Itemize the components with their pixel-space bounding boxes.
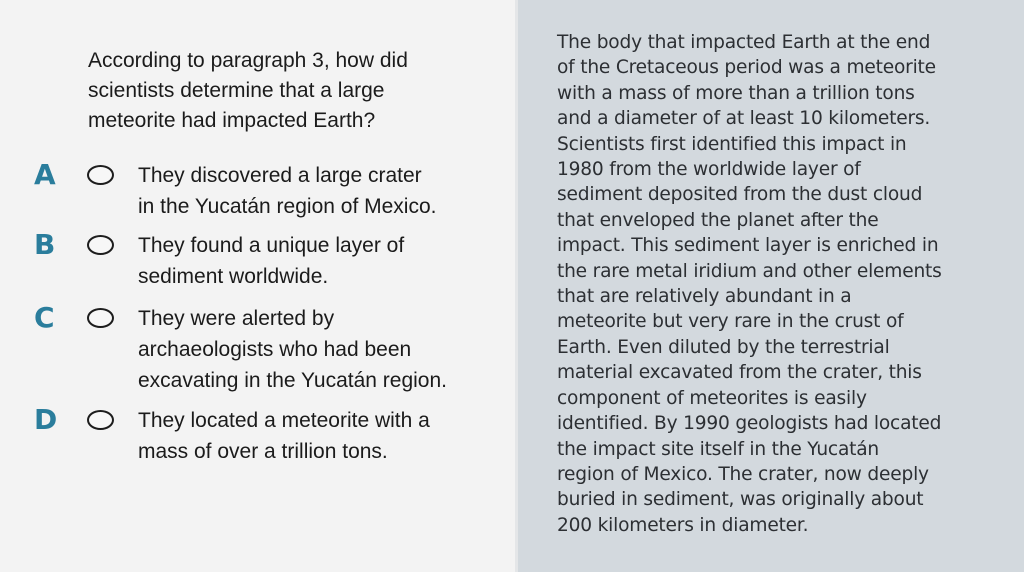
passage-text (557, 30, 1009, 538)
passage-line: component of meteorites is easily (557, 387, 867, 409)
radio-button-c[interactable] (87, 308, 114, 328)
passage-line: that enveloped the planet after the (557, 209, 879, 231)
passage-line: of the Cretaceous period was a meteorite (557, 57, 936, 79)
passage-line: with a mass of more than a trillion tons (557, 82, 915, 104)
passage-line: sediment deposited from the dust cloud (557, 184, 923, 206)
question-text (88, 46, 488, 136)
question-line: scientists determine that a large (88, 79, 385, 102)
option-line: They discovered a large crater (138, 164, 422, 187)
option-line: excavating in the Yucatán region. (138, 369, 448, 392)
passage-line: material excavated from the crater, this (557, 362, 922, 384)
option-line: archaeologists who had been (138, 338, 412, 361)
radio-button-a[interactable] (87, 165, 114, 185)
question-line: According to paragraph 3, how did (88, 49, 408, 72)
option-line: They were alerted by (138, 307, 335, 330)
option-text-c[interactable] (138, 303, 508, 396)
answer-option-b[interactable] (34, 230, 504, 300)
passage-line: The body that impacted Earth at the end (557, 32, 931, 53)
passage-line: 200 kilometers in diameter. (557, 514, 809, 536)
radio-button-d[interactable] (87, 410, 114, 430)
option-text-a[interactable] (138, 160, 508, 222)
passage-line: the impact site itself in the Yucatán (557, 438, 880, 460)
passage-line: meteorite but very rare in the crust of (557, 311, 904, 333)
option-letter-d: D (34, 403, 58, 436)
passage-line: region of Mexico. The crater, now deeply (557, 463, 929, 485)
radio-button-b[interactable] (87, 235, 114, 255)
option-line: They found a unique layer of (138, 234, 405, 257)
answer-option-a[interactable] (34, 160, 504, 230)
option-letter-a: A (34, 158, 56, 191)
option-letter-c: C (34, 301, 55, 334)
passage-line: 1980 from the worldwide layer of (557, 159, 861, 181)
answer-option-c[interactable] (34, 303, 504, 403)
option-text-d[interactable] (138, 405, 508, 467)
passage-line: Earth. Even diluted by the terrestrial (557, 336, 890, 358)
option-text-b[interactable] (138, 230, 508, 292)
passage-line: the rare metal iridium and other elements (557, 260, 942, 282)
passage-line: Scientists first identified this impact in (557, 133, 907, 155)
answer-option-d[interactable] (34, 405, 504, 475)
passage-line: and a diameter of at least 10 kilometers. (557, 108, 931, 130)
passage-line: buried in sediment, was originally about (557, 489, 924, 511)
passage-line: identified. By 1990 geologists had located (557, 413, 942, 435)
option-line: sediment worldwide. (138, 265, 329, 288)
option-line: They located a meteorite with a (138, 409, 430, 432)
option-letter-b: B (34, 228, 56, 261)
question-line: meteorite had impacted Earth? (88, 109, 376, 132)
passage-line: impact. This sediment layer is enriched in (557, 235, 939, 257)
option-line: in the Yucatán region of Mexico. (138, 195, 437, 218)
passage-line: that are relatively abundant in a (557, 286, 852, 308)
option-line: mass of over a trillion tons. (138, 440, 388, 463)
